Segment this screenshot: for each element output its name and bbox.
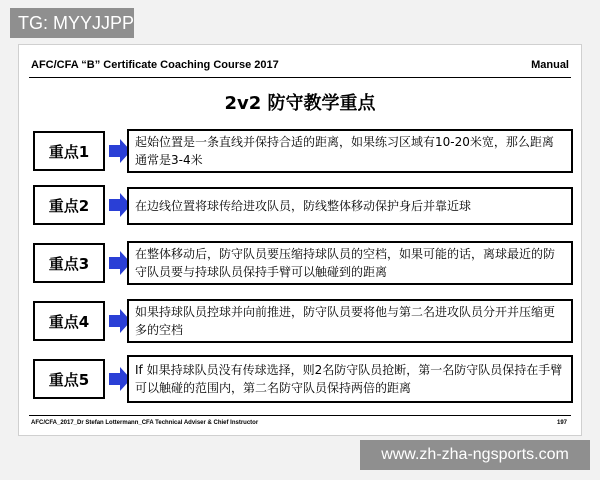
- watermark: www.zh-zha-ngsports.com: [360, 440, 590, 470]
- point-key-5: 重点5: [33, 359, 105, 399]
- point-key-1: 重点1: [33, 131, 105, 171]
- point-key-2: 重点2: [33, 185, 105, 225]
- point-key-4: 重点4: [33, 301, 105, 341]
- footer-credit: AFC/CFA_2017_Dr Stefan Lottermann_CFA Technical Adviser & Chief Instructor: [31, 420, 259, 426]
- page-title: 2v2 防守教学重点: [224, 93, 376, 114]
- footer-divider: [29, 415, 571, 416]
- image-tag: TG: MYYJJPP: [10, 8, 134, 38]
- point-key-3: 重点3: [33, 243, 105, 283]
- point-text-5: If 如果持球队员没有传球选择，则2名防守队员抢断，第一名防守队员保持在手臂可以触碰的范围内，第二名防守队员保持两倍的距离: [127, 355, 573, 403]
- course-title: AFC/CFA “B” Certificate Coaching Course 2017: [31, 59, 279, 71]
- point-text-1: 起始位置是一条直线并保持合适的距离，如果练习区域有10-20米宽，那么距离通常是3-4米: [127, 129, 573, 173]
- point-text-2: 在边线位置将球传给进攻队员，防线整体移动保护身后并靠近球: [127, 187, 573, 225]
- point-text-3: 在整体移动后，防守队员要压缩持球队员的空档，如果可能的话，离球最近的防守队员要与持球队员保持手臂可以触碰到的距离: [127, 241, 573, 285]
- manual-label: Manual: [531, 59, 569, 71]
- point-text-4: 如果持球队员控球并向前推进，防守队员要将他与第二名进攻队员分开并压缩更多的空档: [127, 299, 573, 343]
- manual-page: [18, 44, 582, 436]
- page-number: 197: [556, 420, 567, 426]
- header-divider: [29, 77, 571, 78]
